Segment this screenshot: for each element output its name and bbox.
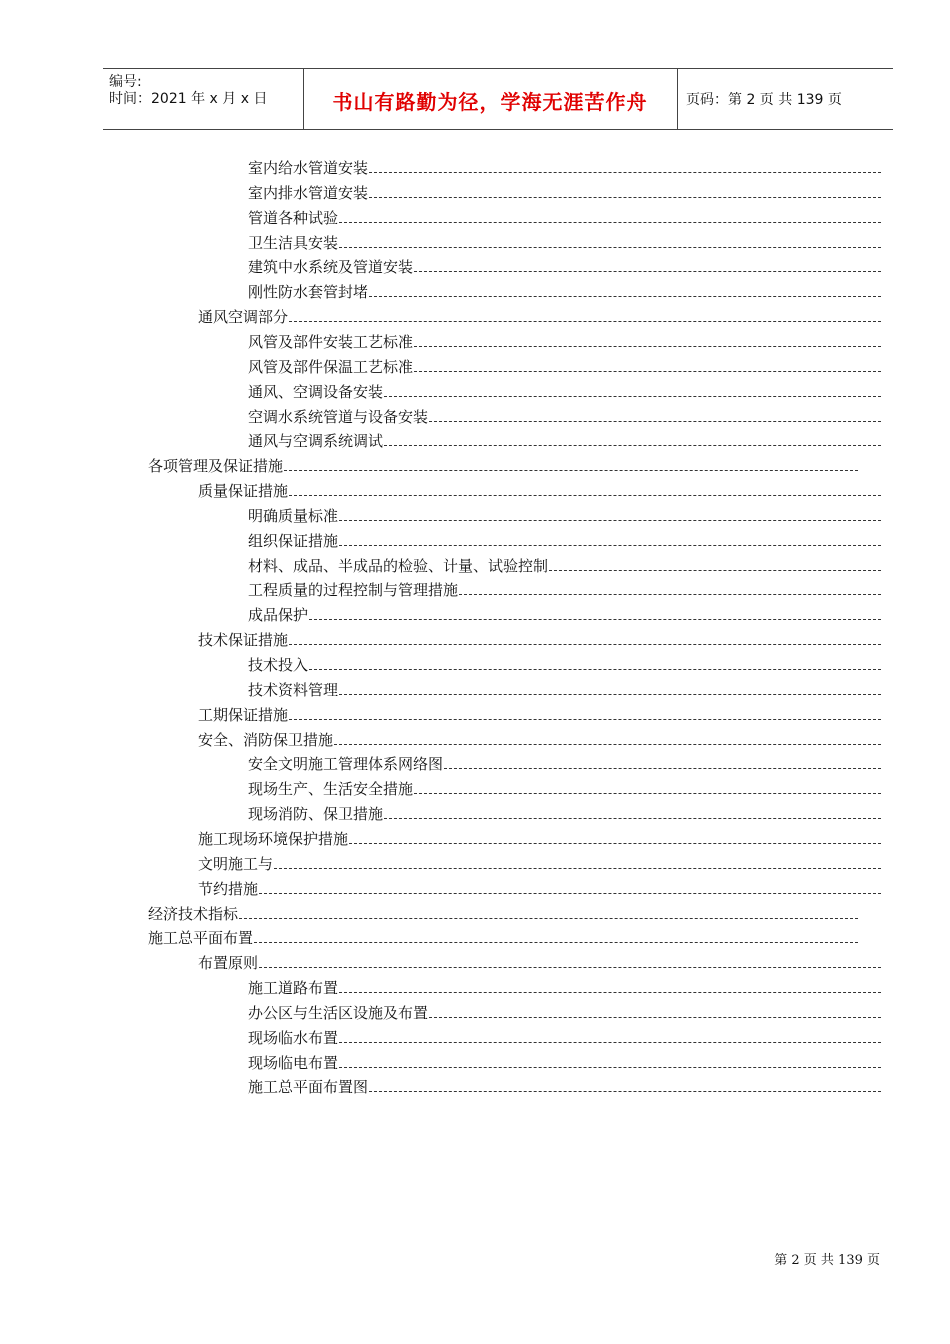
toc-leader-dashes: [274, 856, 881, 869]
toc-entry[interactable]: [198, 701, 881, 725]
toc-entry-label: 卫生洁具安装: [248, 234, 339, 252]
toc-entry-label: 空调水系统管道与设备安装: [248, 408, 429, 426]
toc-entry[interactable]: [248, 1049, 881, 1073]
toc-entry[interactable]: [248, 527, 881, 551]
toc-entry[interactable]: [248, 800, 881, 824]
toc-entry[interactable]: [248, 974, 881, 998]
toc-entry[interactable]: [198, 303, 881, 327]
toc-leader-dashes: [289, 483, 881, 496]
toc-leader-dashes: [239, 906, 858, 919]
toc-entry-label: 文明施工与: [198, 855, 274, 873]
toc-leader-dashes: [414, 781, 881, 794]
toc-entry-label: 技术资料管理: [248, 681, 339, 699]
toc-leader-dashes: [289, 632, 881, 645]
toc-entry-label: 施工总平面布置图: [248, 1078, 369, 1096]
toc-leader-dashes: [339, 1055, 881, 1068]
toc-leader-dashes: [339, 533, 881, 546]
toc-entry[interactable]: [248, 676, 881, 700]
toc-leader-dashes: [384, 433, 881, 446]
toc-entry-label: 通风空调部分: [198, 308, 289, 326]
toc-entry[interactable]: [198, 477, 881, 501]
toc-leader-dashes: [414, 359, 881, 372]
toc-entry-label: 安全、消防保卫措施: [198, 731, 334, 749]
toc-leader-dashes: [284, 458, 858, 471]
toc-entry[interactable]: [248, 353, 881, 377]
header-motto-cell: [303, 69, 678, 129]
toc-leader-dashes: [459, 582, 881, 595]
toc-entry-label: 室内给水管道安装: [248, 159, 369, 177]
header-left-cell: [103, 69, 304, 129]
toc-entry-label: 节约措施: [198, 880, 259, 898]
toc-leader-dashes: [254, 930, 858, 943]
toc-entry-label: 技术保证措施: [198, 631, 289, 649]
toc-leader-dashes: [349, 831, 881, 844]
toc-entry-label: 通风、空调设备安装: [248, 383, 384, 401]
toc-entry-label: 现场临水布置: [248, 1029, 339, 1047]
header-page-number: 页码：第 2 页 共 139 页: [686, 92, 842, 108]
toc-entry[interactable]: [198, 626, 881, 650]
toc-entry-label: 材料、成品、半成品的检验、计量、试验控制: [248, 557, 549, 575]
toc-entry-label: 刚性防水套管封堵: [248, 283, 369, 301]
toc-entry[interactable]: [248, 378, 881, 402]
toc-leader-dashes: [309, 657, 881, 670]
toc-entry-label: 安全文明施工管理体系网络图: [248, 755, 444, 773]
toc-leader-dashes: [369, 185, 881, 198]
toc-entry-label: 工期保证措施: [198, 706, 289, 724]
toc-leader-dashes: [339, 235, 881, 248]
toc-leader-dashes: [289, 309, 881, 322]
toc-leader-dashes: [414, 259, 881, 272]
toc-leader-dashes: [339, 210, 881, 223]
toc-leader-dashes: [369, 1079, 881, 1092]
toc-entry-label: 工程质量的过程控制与管理措施: [248, 581, 459, 599]
toc-entry[interactable]: [248, 403, 881, 427]
toc-leader-dashes: [429, 1005, 881, 1018]
document-number-label: 编号:: [109, 74, 142, 90]
toc-entry[interactable]: [198, 875, 881, 899]
toc-entry[interactable]: [248, 253, 881, 277]
toc-leader-dashes: [384, 384, 881, 397]
toc-entry[interactable]: [248, 427, 881, 451]
toc-entry[interactable]: [198, 949, 881, 973]
toc-entry-label: 管道各种试验: [248, 209, 339, 227]
toc-entry[interactable]: [148, 900, 858, 924]
toc-leader-dashes: [339, 1030, 881, 1043]
toc-entry[interactable]: [248, 601, 881, 625]
header-motto: 书山有路勤为径，学海无涯苦作舟: [332, 90, 648, 114]
toc-entry[interactable]: [248, 328, 881, 352]
toc-leader-dashes: [414, 334, 881, 347]
toc-entry-label: 现场生产、生活安全措施: [248, 780, 414, 798]
toc-leader-dashes: [259, 881, 881, 894]
toc-leader-dashes: [334, 732, 881, 745]
toc-leader-dashes: [339, 682, 881, 695]
toc-entry[interactable]: [248, 204, 881, 228]
toc-entry-label: 现场消防、保卫措施: [248, 805, 384, 823]
toc-entry[interactable]: [248, 552, 881, 576]
toc-leader-dashes: [444, 756, 881, 769]
footer-page-number: 第 2 页 共 139 页: [774, 1253, 880, 1268]
toc-leader-dashes: [369, 284, 881, 297]
toc-entry-label: 建筑中水系统及管道安装: [248, 258, 414, 276]
toc-leader-dashes: [549, 558, 881, 571]
toc-entry-label: 室内排水管道安装: [248, 184, 369, 202]
toc-entry-label: 施工总平面布置: [148, 929, 254, 947]
toc-entry[interactable]: [248, 154, 881, 178]
toc-entry-label: 技术投入: [248, 656, 309, 674]
toc-entry-label: 组织保证措施: [248, 532, 339, 550]
toc-entry-label: 明确质量标准: [248, 507, 339, 525]
toc-leader-dashes: [289, 707, 881, 720]
toc-entry[interactable]: [248, 229, 881, 253]
toc-leader-dashes: [369, 160, 881, 173]
toc-entry[interactable]: [248, 651, 881, 675]
toc-entry[interactable]: [248, 502, 881, 526]
toc-entry-label: 各项管理及保证措施: [148, 457, 284, 475]
toc-leader-dashes: [259, 955, 881, 968]
toc-leader-dashes: [384, 806, 881, 819]
toc-entry-label: 成品保护: [248, 606, 309, 624]
toc-entry-label: 风管及部件安装工艺标准: [248, 333, 414, 351]
document-date-label: 时间：2021 年 x 月 x 日: [109, 91, 268, 107]
toc-entry[interactable]: [248, 576, 881, 600]
toc-leader-dashes: [429, 409, 881, 422]
toc-entry-label: 风管及部件保温工艺标准: [248, 358, 414, 376]
toc-entry[interactable]: [198, 726, 881, 750]
toc-entry[interactable]: [148, 924, 858, 948]
toc-entry[interactable]: [248, 1024, 881, 1048]
page-header: [103, 68, 893, 130]
toc-entry[interactable]: [198, 825, 881, 849]
toc-entry-label: 施工现场环境保护措施: [198, 830, 349, 848]
toc-leader-dashes: [309, 607, 881, 620]
toc-entry[interactable]: [248, 1073, 881, 1097]
toc-entry-label: 布置原则: [198, 954, 259, 972]
toc-entry-label: 通风与空调系统调试: [248, 432, 384, 450]
toc-leader-dashes: [339, 980, 881, 993]
toc-entry-label: 质量保证措施: [198, 482, 289, 500]
toc-entry-label: 现场临电布置: [248, 1054, 339, 1072]
header-page-cell: [678, 69, 893, 129]
toc-entry[interactable]: [198, 850, 881, 874]
toc-entry[interactable]: [248, 750, 881, 774]
toc-entry-label: 经济技术指标: [148, 905, 239, 923]
toc-leader-dashes: [339, 508, 881, 521]
toc-entry[interactable]: [248, 775, 881, 799]
toc-entry-label: 办公区与生活区设施及布置: [248, 1004, 429, 1022]
toc-entry[interactable]: [248, 278, 881, 302]
toc-entry[interactable]: [248, 179, 881, 203]
toc-entry-label: 施工道路布置: [248, 979, 339, 997]
toc-entry[interactable]: [248, 999, 881, 1023]
toc-entry[interactable]: [148, 452, 858, 476]
